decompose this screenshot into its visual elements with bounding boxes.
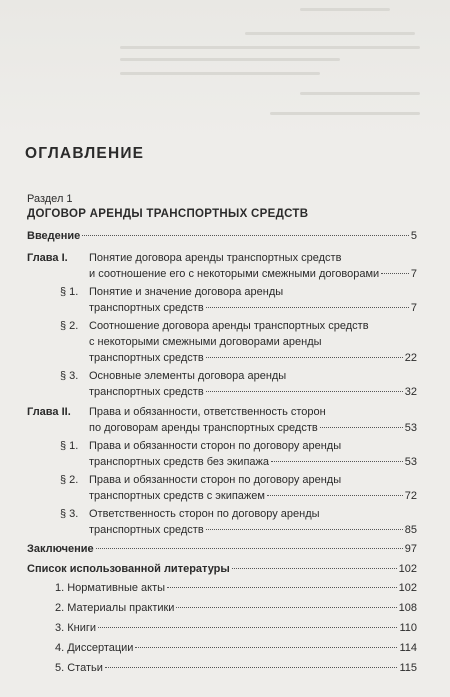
entry-line: транспортных средств: [89, 352, 204, 364]
paragraph-label: § 2.: [60, 320, 79, 332]
entry-line: транспортных средств: [89, 386, 204, 398]
entry-line: транспортных средств с экипажем: [89, 490, 265, 502]
page-number: 115: [399, 662, 417, 674]
leader-dots: [206, 529, 403, 530]
paragraph-label: § 3.: [60, 370, 79, 382]
toc-entry-bibliography[interactable]: [27, 561, 417, 578]
page-number: 85: [404, 524, 417, 536]
entry-text: 5. Статьи: [55, 662, 103, 674]
toc-entry-bib-item[interactable]: [55, 620, 417, 637]
toc-entry-bib-item[interactable]: [55, 600, 417, 617]
paragraph-label: § 3.: [60, 508, 79, 520]
entry-line: по договорам аренды транспортных средств: [89, 422, 318, 434]
entry-text: 4. Диссертации: [55, 642, 134, 654]
entry-text: Список использованной литературы: [27, 563, 230, 575]
toc-entry-ch2-s3[interactable]: [89, 522, 417, 539]
toc-entry-bib-item[interactable]: [55, 640, 417, 657]
entry-text: 2. Материалы практики: [55, 602, 175, 614]
entry-text: 1. Нормативные акты: [55, 582, 166, 594]
entry-text: 3. Книги: [55, 622, 97, 634]
toc-entry-chapter-2[interactable]: [89, 420, 417, 437]
page-number: 102: [398, 582, 417, 594]
entry-line: Права и обязанности, ответственность сторон: [89, 406, 326, 418]
entry-text: Заключение: [27, 543, 94, 555]
toc-entry-chapter-1[interactable]: [89, 266, 417, 283]
entry-line: Основные элементы договора аренды: [89, 370, 287, 382]
paragraph-label: § 1.: [60, 440, 79, 452]
leader-dots: [98, 627, 397, 628]
entry-line: Понятие договора аренды транспортных средств: [89, 252, 342, 264]
section-title: ДОГОВОР АРЕНДЫ ТРАНСПОРТНЫХ СРЕДСТВ: [27, 208, 309, 220]
paragraph-label: § 2.: [60, 474, 79, 486]
entry-line: транспортных средств без экипажа: [89, 456, 269, 468]
toc-entry-ch1-s1[interactable]: [89, 300, 417, 317]
page-number: 7: [410, 302, 417, 314]
chapter-label: Глава II.: [27, 406, 71, 418]
page-number: 108: [398, 602, 417, 614]
leader-dots: [96, 548, 403, 549]
entry-line: Ответственность сторон по договору аренды: [89, 508, 320, 520]
toc-entry-ch1-s2[interactable]: [89, 350, 417, 367]
leader-dots: [167, 587, 397, 588]
page-number: 53: [404, 456, 417, 468]
leader-dots: [271, 461, 403, 462]
leader-dots: [267, 495, 403, 496]
leader-dots: [320, 427, 403, 428]
entry-line: транспортных средств: [89, 524, 204, 536]
page-number: 5: [410, 230, 417, 242]
toc-entry-ch2-s2[interactable]: [89, 488, 417, 505]
leader-dots: [135, 647, 397, 648]
toc-entry-bib-item[interactable]: [55, 660, 417, 677]
page-number: 53: [404, 422, 417, 434]
entry-line: Понятие и значение договора аренды: [89, 286, 284, 298]
page-number: 72: [404, 490, 417, 502]
entry-text: Введение: [27, 230, 81, 242]
entry-line: транспортных средств: [89, 302, 204, 314]
page-title: ОГЛАВЛЕНИЕ: [25, 145, 145, 162]
paragraph-label: § 1.: [60, 286, 79, 298]
page-number: 114: [399, 642, 417, 654]
toc-entry-ch2-s1[interactable]: [89, 454, 417, 471]
leader-dots: [176, 607, 396, 608]
page-number: 97: [404, 543, 417, 555]
leader-dots: [206, 391, 403, 392]
page-number: 32: [404, 386, 417, 398]
entry-line: и соотношение его с некоторыми смежными договорами: [89, 268, 380, 280]
leader-dots: [206, 357, 403, 358]
page-number: 22: [404, 352, 417, 364]
chapter-label: Глава I.: [27, 252, 68, 264]
leader-dots: [381, 273, 409, 274]
page-number: 102: [398, 563, 417, 575]
entry-line: Права и обязанности сторон по договору аренды: [89, 440, 342, 452]
section-number: Раздел 1: [27, 193, 73, 205]
toc-entry-intro[interactable]: [27, 228, 417, 245]
entry-line: Соотношение договора аренды транспортных средств: [89, 320, 369, 332]
leader-dots: [232, 568, 397, 569]
entry-line: Права и обязанности сторон по договору аренды: [89, 474, 342, 486]
toc-entry-ch1-s3[interactable]: [89, 384, 417, 401]
leader-dots: [206, 307, 409, 308]
entry-line: с некоторыми смежными договорами аренды: [89, 336, 322, 348]
page-number: 110: [399, 622, 417, 634]
toc-entry-conclusion[interactable]: [27, 541, 417, 558]
toc-entry-bib-item[interactable]: [55, 580, 417, 597]
page-number: 7: [410, 268, 417, 280]
leader-dots: [105, 667, 398, 668]
leader-dots: [82, 235, 409, 236]
